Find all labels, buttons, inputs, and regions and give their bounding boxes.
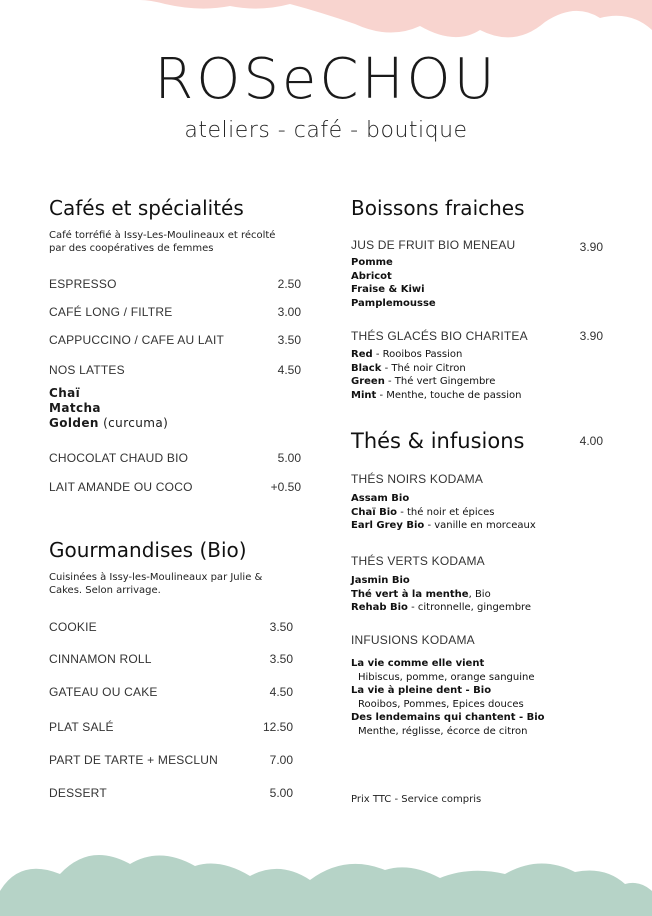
the-vert-item: Rehab Bio - citronnelle, gingembre (351, 602, 532, 613)
menu-item-name: PART DE TARTE + MESCLUN (49, 753, 218, 767)
section-title-cafes: Cafés et spécialités (49, 196, 244, 220)
menu-item-price: 3.00 (277, 305, 301, 319)
section-title-thes: Thés & infusions (351, 429, 525, 453)
menu-item-price: 3.50 (269, 620, 293, 634)
the-glace-item: Red - Rooibos Passion (351, 349, 463, 360)
subsection-title-thes-verts: THÉS VERTS KODAMA (351, 554, 485, 568)
menu-item-price: 3.50 (269, 652, 293, 666)
subsection-title-infusions: INFUSIONS KODAMA (351, 633, 475, 647)
thes-glaces-list (351, 348, 522, 402)
menu-item-name: COOKIE (49, 620, 97, 634)
section-title-gourmandises: Gourmandises (Bio) (49, 538, 247, 562)
jus-item: Pomme (351, 257, 393, 268)
latte-option: Matcha (49, 401, 101, 415)
the-glace-item: Mint - Menthe, touche de passion (351, 389, 522, 401)
infusion-desc: Hibiscus, pomme, orange sanguine (358, 671, 535, 683)
section-title-boissons: Boissons fraiches (351, 196, 525, 220)
menu-item-price: 12.50 (262, 720, 293, 734)
infusion-desc: Rooibos, Pommes, Epices douces (358, 698, 524, 710)
thes-verts-list (351, 574, 531, 615)
thes-glaces-price: 3.90 (579, 329, 603, 343)
menu-item-name: CHOCOLAT CHAUD BIO (49, 451, 189, 465)
menu-item-name: ESPRESSO (49, 277, 117, 291)
infusion-name: La vie à pleine dent - Bio (351, 685, 492, 696)
latte-option: Golden (curcuma) (49, 416, 169, 430)
menu-item-name: PLAT SALÉ (49, 720, 114, 734)
menu-item-price: 2.50 (277, 277, 301, 291)
subsection-title-thes-glaces: THÉS GLACÉS BIO CHARITEA (351, 329, 528, 343)
the-noir-item: Earl Grey Bio - vanille en morceaux (351, 520, 536, 531)
menu-item-price: 5.00 (277, 451, 301, 465)
infusion-name: Des lendemains qui chantent - Bio (351, 712, 545, 723)
latte-option: Chaï (49, 386, 81, 400)
the-noir-item: Chaï Bio - thé noir et épices (351, 506, 495, 518)
the-vert-item: Jasmin Bio (351, 575, 410, 586)
infusions-list (351, 657, 545, 738)
jus-price: 3.90 (579, 240, 603, 254)
jus-item: Abricot (351, 270, 392, 282)
menu-item-name: CINNAMON ROLL (49, 652, 152, 666)
menu-item-name: CAPPUCCINO / CAFE AU LAIT (49, 333, 225, 347)
thes-noirs-list (351, 492, 536, 533)
subsection-title-jus: JUS DE FRUIT BIO MENEAU (351, 238, 516, 252)
top-wave-decoration (0, 0, 652, 50)
jus-item: Fraise & Kiwi (351, 284, 425, 295)
lattes-list (49, 386, 168, 431)
menu-item-price: 4.50 (277, 363, 301, 377)
infusion-name: La vie comme elle vient (351, 658, 485, 669)
the-glace-item: Black - Thé noir Citron (351, 362, 466, 374)
the-vert-item: Thé vert à la menthe, Bio (351, 588, 491, 600)
menu-item-name: CAFÉ LONG / FILTRE (49, 305, 173, 319)
menu-item-name: GATEAU OU CAKE (49, 685, 158, 699)
menu-item-price: 7.00 (269, 753, 293, 767)
jus-list (351, 256, 436, 310)
bottom-wave-decoration (0, 836, 652, 916)
menu-item-price: 3.50 (277, 333, 301, 347)
brand-name: ROSeCHOU (154, 47, 498, 112)
menu-item-name: NOS LATTES (49, 363, 125, 377)
thes-price: 4.00 (579, 434, 603, 448)
menu-item-name: LAIT AMANDE OU COCO (49, 480, 193, 494)
cafes-note: Café torréfié à Issy-Les-Moulineaux et récolté par des coopératives de femmes (49, 230, 276, 254)
infusion-desc: Menthe, réglisse, écorce de citron (358, 725, 528, 737)
menu-item-price: +0.50 (270, 480, 301, 494)
jus-item: Pamplemousse (351, 297, 436, 309)
menu-item-name: DESSERT (49, 786, 107, 800)
the-noir-item: Assam Bio (351, 493, 410, 504)
brand-tagline: ateliers - café - boutique (184, 118, 468, 143)
menu-item-price: 4.50 (269, 685, 293, 699)
footer-note: Prix TTC - Service compris (351, 794, 482, 805)
subsection-title-thes-noirs: THÉS NOIRS KODAMA (351, 472, 484, 486)
the-glace-item: Green - Thé vert Gingembre (351, 376, 496, 387)
gourmandises-note: Cuisinées à Issy-les-Moulineaux par Julie & Cakes. Selon arrivage. (49, 572, 263, 596)
menu-item-price: 5.00 (269, 786, 293, 800)
